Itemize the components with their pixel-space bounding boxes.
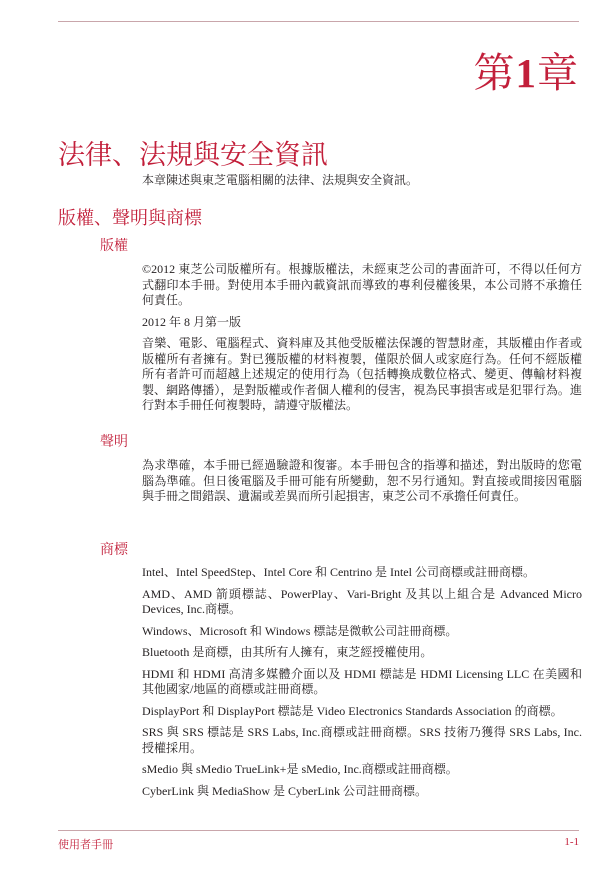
paragraph: CyberLink 與 MediaShow 是 CyberLink 公司註冊商標。 bbox=[142, 783, 427, 798]
footer-manual-name: 使用者手冊 bbox=[58, 838, 113, 851]
chapter-prefix: 第 bbox=[473, 50, 516, 96]
footer-page-number: 1-1 bbox=[564, 836, 579, 848]
paragraph: sMedio 與 sMedio TrueLink+是 sMedio, Inc.商標或註冊商標。 bbox=[142, 762, 458, 776]
trademarks-body bbox=[142, 565, 582, 805]
paragraph: ©2012 東芝公司版權所有。根據版權法，未經東芝公司的書面許可，不得以任何方式翻印本手冊。對使用本手冊內載資訊而導致的專利侵權後果，本公司將不承擔任何責任。 bbox=[142, 262, 582, 307]
bottom-rule bbox=[58, 830, 579, 831]
paragraph: SRS 與 SRS 標誌是 SRS Labs, Inc.商標或註冊商標。SRS 技術乃獲得 SRS Labs, Inc.授權採用。 bbox=[142, 725, 582, 755]
section-heading: 版權、聲明與商標 bbox=[58, 208, 202, 229]
paragraph: 2012 年 8 月第一版 bbox=[142, 314, 242, 329]
paragraph: Bluetooth 是商標，由其所有人擁有，東芝經授權使用。 bbox=[142, 645, 433, 659]
paragraph: 音樂、電影、電腦程式、資料庫及其他受版權法保護的智慧財產，其版權由作者或版權所有者擁有。對已獲版權的材料複製，僅限於個人或家庭行為。任何不經版權所有者許可而超越上述規定的使用行為（包括轉換成數位格式、變更、傳輸材料複製、網路傳播），是對版權或作者個人權利的侵害，視為民事損害或是犯罪行為。進行對本手冊任何複製時，請遵守版權法。 bbox=[142, 336, 582, 412]
chapter-number: 1 bbox=[515, 50, 537, 96]
chapter-suffix: 章 bbox=[537, 50, 579, 96]
paragraph: HDMI 和 HDMI 高清多媒體介面以及 HDMI 標誌是 HDMI Licensing LLC 在美國和其他國家/地區的商標或註冊商標。 bbox=[142, 666, 582, 696]
paragraph: 為求準確，本手冊已經過驗證和復審。本手冊包含的指導和描述，對出版時的您電腦為準確。但日後電腦及手冊可能有所變動，恕不另行通知。對直接或間接因電腦與手冊之間錯誤、遺漏或差異而所引起損害，東芝公司不承擔任何責任。 bbox=[142, 458, 582, 503]
chapter-intro: 本章陳述與東芝電腦相關的法律、法規與安全資訊。 bbox=[142, 173, 419, 187]
disclaimer-body bbox=[142, 458, 582, 511]
top-rule bbox=[58, 21, 579, 22]
paragraph: Windows、Microsoft 和 Windows 標誌是微軟公司註冊商標。 bbox=[142, 623, 458, 638]
trademarks-heading: 商標 bbox=[100, 542, 128, 558]
disclaimer-heading: 聲明 bbox=[100, 434, 128, 450]
paragraph: AMD、AMD 箭頭標誌、PowerPlay、Vari-Bright 及其以上組合是 Advanced Micro Devices, Inc.商標。 bbox=[142, 586, 582, 616]
page-title: 法律、法規與安全資訊 bbox=[58, 140, 328, 171]
copyright-body bbox=[142, 262, 582, 420]
chapter-heading bbox=[474, 40, 580, 99]
paragraph: Intel、Intel SpeedStep、Intel Core 和 Centrino 是 Intel 公司商標或註冊商標。 bbox=[142, 565, 535, 579]
paragraph: DisplayPort 和 DisplayPort 標誌是 Video Electronics Standards Association 的商標。 bbox=[142, 703, 563, 718]
copyright-heading: 版權 bbox=[100, 238, 128, 254]
